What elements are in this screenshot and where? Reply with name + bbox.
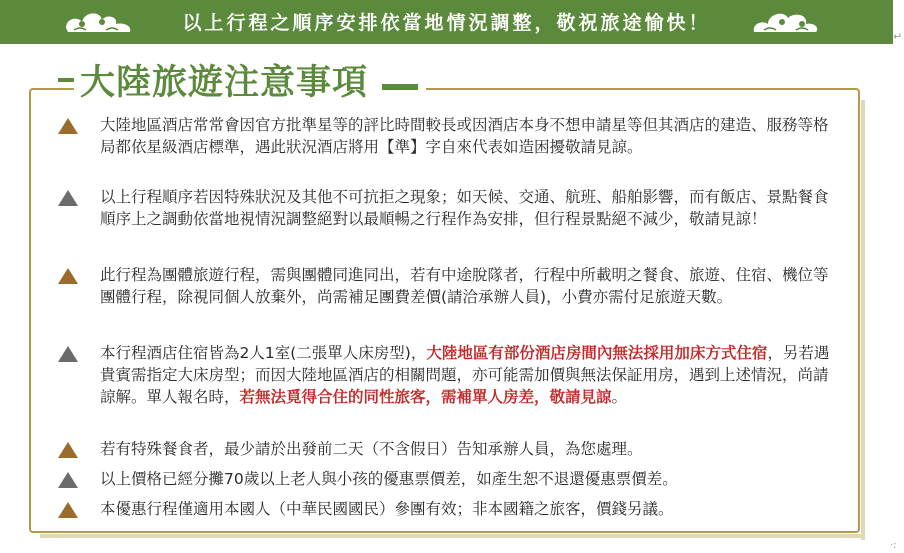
return-mark: ↵: [893, 30, 903, 43]
box-shadow-bottom: [40, 534, 863, 538]
note-text: 若有特殊餐食者，最少請於出發前二天（不含假日）告知承辦人員，為您處理。: [100, 440, 643, 458]
note-text: 此行程為團體旅遊行程，需與團體同進同出，若有中途脫隊者，行程中所載明之餐食、旅遊、住宿、機位等團體行程，除視同個人放棄外，尚需補足團費差價(請洽承辦人員)，小費亦需付足旅遊天數。: [100, 266, 829, 306]
highlight-text: 大陸地區有部份酒店房間內無法採用加床方式住宿: [426, 344, 768, 362]
corner-mark: ·:: [890, 540, 897, 551]
note-text: 大陸地區酒店常常會因官方批準星等的評比時間較長或因酒店本身不想申請星等但其酒店的建造、服務等格局都依星級酒店標準，遇此狀況酒店將用【準】字自來代表如造困擾敬請見諒。: [100, 116, 829, 156]
brown-triangle-icon: [58, 502, 78, 518]
brown-triangle-icon: [58, 118, 78, 134]
note-text: [100, 342, 830, 408]
brown-triangle-icon: [58, 268, 78, 284]
note-text: 以上行程順序若因特殊狀況及其他不可抗拒之現象；如天候、交通、航班、船舶影響，而有飯店、景點餐食順序上之調動依當地視情況調整絕對以最順暢之行程作為安排，但行程景點絕不減少，敬請見諒！: [100, 188, 829, 228]
note-text: 本優惠行程僅適用本國人（中華民國國民）參團有效；非本國籍之旅客，價錢另議。: [100, 500, 674, 518]
auspicious-cloud-icon: [746, 4, 824, 38]
highlight-text: 若無法覓得合住的同性旅客，需補單人房差，敬請見諒: [239, 388, 612, 406]
top-banner: [0, 0, 893, 44]
title-wrap: [74, 60, 426, 106]
grey-triangle-icon: [58, 190, 78, 206]
note-text: 以上價格已經分攤70歲以上老人與小孩的優惠票價差，如產生恕不退還優惠票價差。: [100, 470, 678, 488]
brown-triangle-icon: [58, 442, 78, 458]
grey-triangle-icon: [58, 346, 78, 362]
box-shadow-right: [861, 100, 865, 540]
page-title: 大陸旅遊注意事項: [80, 63, 369, 103]
note-text-segment: ，另若遇貴賓需指定大床房型；而因大陸地區酒店的相關問題，亦可能需加價與無法保証用房，遇到上述情況，尚請諒解。單人報名時，: [100, 344, 830, 406]
grey-triangle-icon: [58, 472, 78, 488]
note-text-segment: 本行程酒店住宿皆為2人1室(二張單人床房型)，: [100, 344, 427, 362]
title-bar-right: [382, 84, 418, 90]
note-text-segment: 。: [611, 388, 628, 406]
banner-text: 以上行程之順序安排依當地情況調整，敬祝旅途愉快！: [182, 12, 711, 34]
